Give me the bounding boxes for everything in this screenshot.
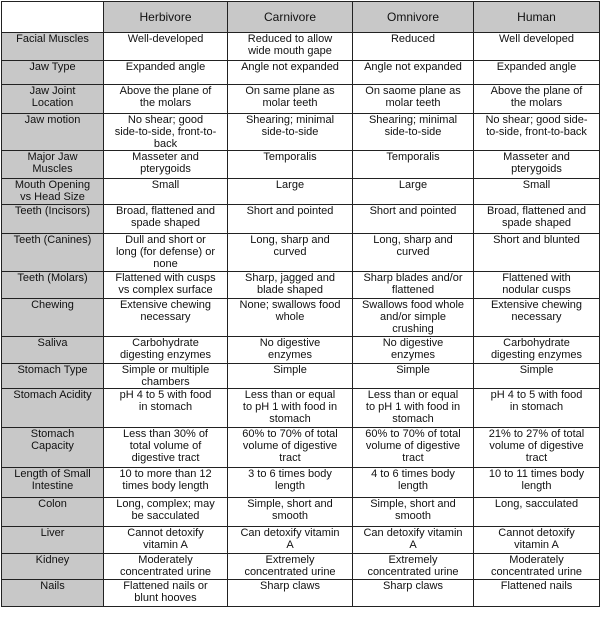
table-cell: No shear; good side- to-side, front-to-back xyxy=(474,114,600,151)
table-body xyxy=(2,33,600,607)
row-label: Chewing xyxy=(2,299,104,337)
table-cell: Long, sharp and curved xyxy=(353,234,474,272)
table-cell: Expanded angle xyxy=(104,61,228,85)
row-label: Saliva xyxy=(2,337,104,364)
table-row xyxy=(2,299,600,337)
table-row xyxy=(2,580,600,607)
row-label: Kidney xyxy=(2,554,104,580)
table-cell: Simple xyxy=(228,364,353,389)
row-label: Jaw Joint Location xyxy=(2,85,104,114)
table-cell: Carbohydrate digesting enzymes xyxy=(104,337,228,364)
row-label: Stomach Type xyxy=(2,364,104,389)
table-cell: pH 4 to 5 with food in stomach xyxy=(474,389,600,428)
table-cell: Simple or multiple chambers xyxy=(104,364,228,389)
table-cell: Swallows food whole and/or simple crushing xyxy=(353,299,474,337)
row-label: Major Jaw Muscles xyxy=(2,151,104,179)
table-cell: Short and pointed xyxy=(228,205,353,234)
table-cell: Sharp claws xyxy=(353,580,474,607)
table-cell: Well developed xyxy=(474,33,600,61)
table-cell: Broad, flattened and spade shaped xyxy=(474,205,600,234)
table-cell: No shear; good side-to-side, front-to-back xyxy=(104,114,228,151)
table-cell: Masseter and pterygoids xyxy=(474,151,600,179)
table-row xyxy=(2,272,600,299)
table-cell: Long, complex; may be sacculated xyxy=(104,498,228,527)
table-cell: Large xyxy=(228,179,353,205)
row-label: Colon xyxy=(2,498,104,527)
table-cell: Moderately concentrated urine xyxy=(104,554,228,580)
table-cell: Angle not expanded xyxy=(228,61,353,85)
comparison-table xyxy=(1,1,600,607)
table-cell: Cannot detoxify vitamin A xyxy=(474,527,600,554)
table-cell: Reduced xyxy=(353,33,474,61)
row-label: Nails xyxy=(2,580,104,607)
table-cell: Angle not expanded xyxy=(353,61,474,85)
table-cell: Less than 30% of total volume of digestive tract xyxy=(104,428,228,468)
table-row xyxy=(2,33,600,61)
row-label: Stomach Capacity xyxy=(2,428,104,468)
row-label: Facial Muscles xyxy=(2,33,104,61)
corner-cell xyxy=(2,2,104,33)
table-cell: Reduced to allow wide mouth gape xyxy=(228,33,353,61)
table-cell: 4 to 6 times body length xyxy=(353,468,474,498)
table-cell: 10 to 11 times body length xyxy=(474,468,600,498)
table-row xyxy=(2,389,600,428)
table-row xyxy=(2,527,600,554)
table-cell: Extensive chewing necessary xyxy=(474,299,600,337)
row-label: Jaw Type xyxy=(2,61,104,85)
table-cell: Shearing; minimal side-to-side xyxy=(353,114,474,151)
table-cell: Above the plane of the molars xyxy=(474,85,600,114)
table-row xyxy=(2,498,600,527)
table-cell: Sharp blades and/or flattened xyxy=(353,272,474,299)
table-row xyxy=(2,85,600,114)
row-label: Liver xyxy=(2,527,104,554)
table-cell: 21% to 27% of total volume of digestive tract xyxy=(474,428,600,468)
table-cell: pH 4 to 5 with food in stomach xyxy=(104,389,228,428)
table-cell: Dull and short or long (for defense) or none xyxy=(104,234,228,272)
table-cell: Sharp claws xyxy=(228,580,353,607)
table-cell: Cannot detoxify vitamin A xyxy=(104,527,228,554)
table-cell: Long, sharp and curved xyxy=(228,234,353,272)
table-cell: Shearing; minimal side-to-side xyxy=(228,114,353,151)
column-header-carnivore: Carnivore xyxy=(228,2,353,33)
table-cell: Sharp, jagged and blade shaped xyxy=(228,272,353,299)
row-label: Teeth (Incisors) xyxy=(2,205,104,234)
row-label: Mouth Opening vs Head Size xyxy=(2,179,104,205)
column-header-herbivore: Herbivore xyxy=(104,2,228,33)
table-cell: 60% to 70% of total volume of digestive tract xyxy=(228,428,353,468)
table-cell: Long, sacculated xyxy=(474,498,600,527)
table-row xyxy=(2,179,600,205)
table-cell: Well-developed xyxy=(104,33,228,61)
table-cell: No digestive enzymes xyxy=(228,337,353,364)
row-label: Length of Small Intestine xyxy=(2,468,104,498)
table-cell: Extensive chewing necessary xyxy=(104,299,228,337)
table-cell: Simple, short and smooth xyxy=(228,498,353,527)
table-row xyxy=(2,114,600,151)
table-cell: Expanded angle xyxy=(474,61,600,85)
table-cell: Small xyxy=(474,179,600,205)
column-header-omnivore: Omnivore xyxy=(353,2,474,33)
table-cell: Above the plane of the molars xyxy=(104,85,228,114)
table-cell: Flattened nails or blunt hooves xyxy=(104,580,228,607)
table-row xyxy=(2,554,600,580)
table-cell: Simple, short and smooth xyxy=(353,498,474,527)
table-cell: Small xyxy=(104,179,228,205)
table-cell: Short and blunted xyxy=(474,234,600,272)
table-cell: Extremely concentrated urine xyxy=(353,554,474,580)
column-header-human: Human xyxy=(474,2,600,33)
table-cell: Can detoxify vitamin A xyxy=(228,527,353,554)
table-cell: 10 to more than 12 times body length xyxy=(104,468,228,498)
table-cell: Large xyxy=(353,179,474,205)
table-row xyxy=(2,234,600,272)
row-label: Jaw motion xyxy=(2,114,104,151)
table-cell: Broad, flattened and spade shaped xyxy=(104,205,228,234)
table-cell: Flattened with nodular cusps xyxy=(474,272,600,299)
table-cell: Masseter and pterygoids xyxy=(104,151,228,179)
table-cell: Flattened with cusps vs complex surface xyxy=(104,272,228,299)
table-cell: Simple xyxy=(353,364,474,389)
table-cell: 60% to 70% of total volume of digestive tract xyxy=(353,428,474,468)
table-cell: Temporalis xyxy=(353,151,474,179)
table-cell: On same plane as molar teeth xyxy=(228,85,353,114)
table-row xyxy=(2,205,600,234)
table-cell: Temporalis xyxy=(228,151,353,179)
table-row xyxy=(2,61,600,85)
table-cell: Extremely concentrated urine xyxy=(228,554,353,580)
table-cell: None; swallows food whole xyxy=(228,299,353,337)
table-row xyxy=(2,364,600,389)
table-row xyxy=(2,468,600,498)
table-cell: Moderately concentrated urine xyxy=(474,554,600,580)
row-label: Teeth (Canines) xyxy=(2,234,104,272)
table-cell: Flattened nails xyxy=(474,580,600,607)
table-cell: Simple xyxy=(474,364,600,389)
table-row xyxy=(2,337,600,364)
table-cell: Less than or equal to pH 1 with food in stomach xyxy=(228,389,353,428)
row-label: Teeth (Molars) xyxy=(2,272,104,299)
table-row xyxy=(2,428,600,468)
table-cell: Less than or equal to pH 1 with food in stomach xyxy=(353,389,474,428)
table-cell: Carbohydrate digesting enzymes xyxy=(474,337,600,364)
header-row xyxy=(2,2,600,33)
table-cell: Short and pointed xyxy=(353,205,474,234)
table-cell: Can detoxify vitamin A xyxy=(353,527,474,554)
table-cell: No digestive enzymes xyxy=(353,337,474,364)
table-cell: On saome plane as molar teeth xyxy=(353,85,474,114)
table-cell: 3 to 6 times body length xyxy=(228,468,353,498)
table-row xyxy=(2,151,600,179)
row-label: Stomach Acidity xyxy=(2,389,104,428)
